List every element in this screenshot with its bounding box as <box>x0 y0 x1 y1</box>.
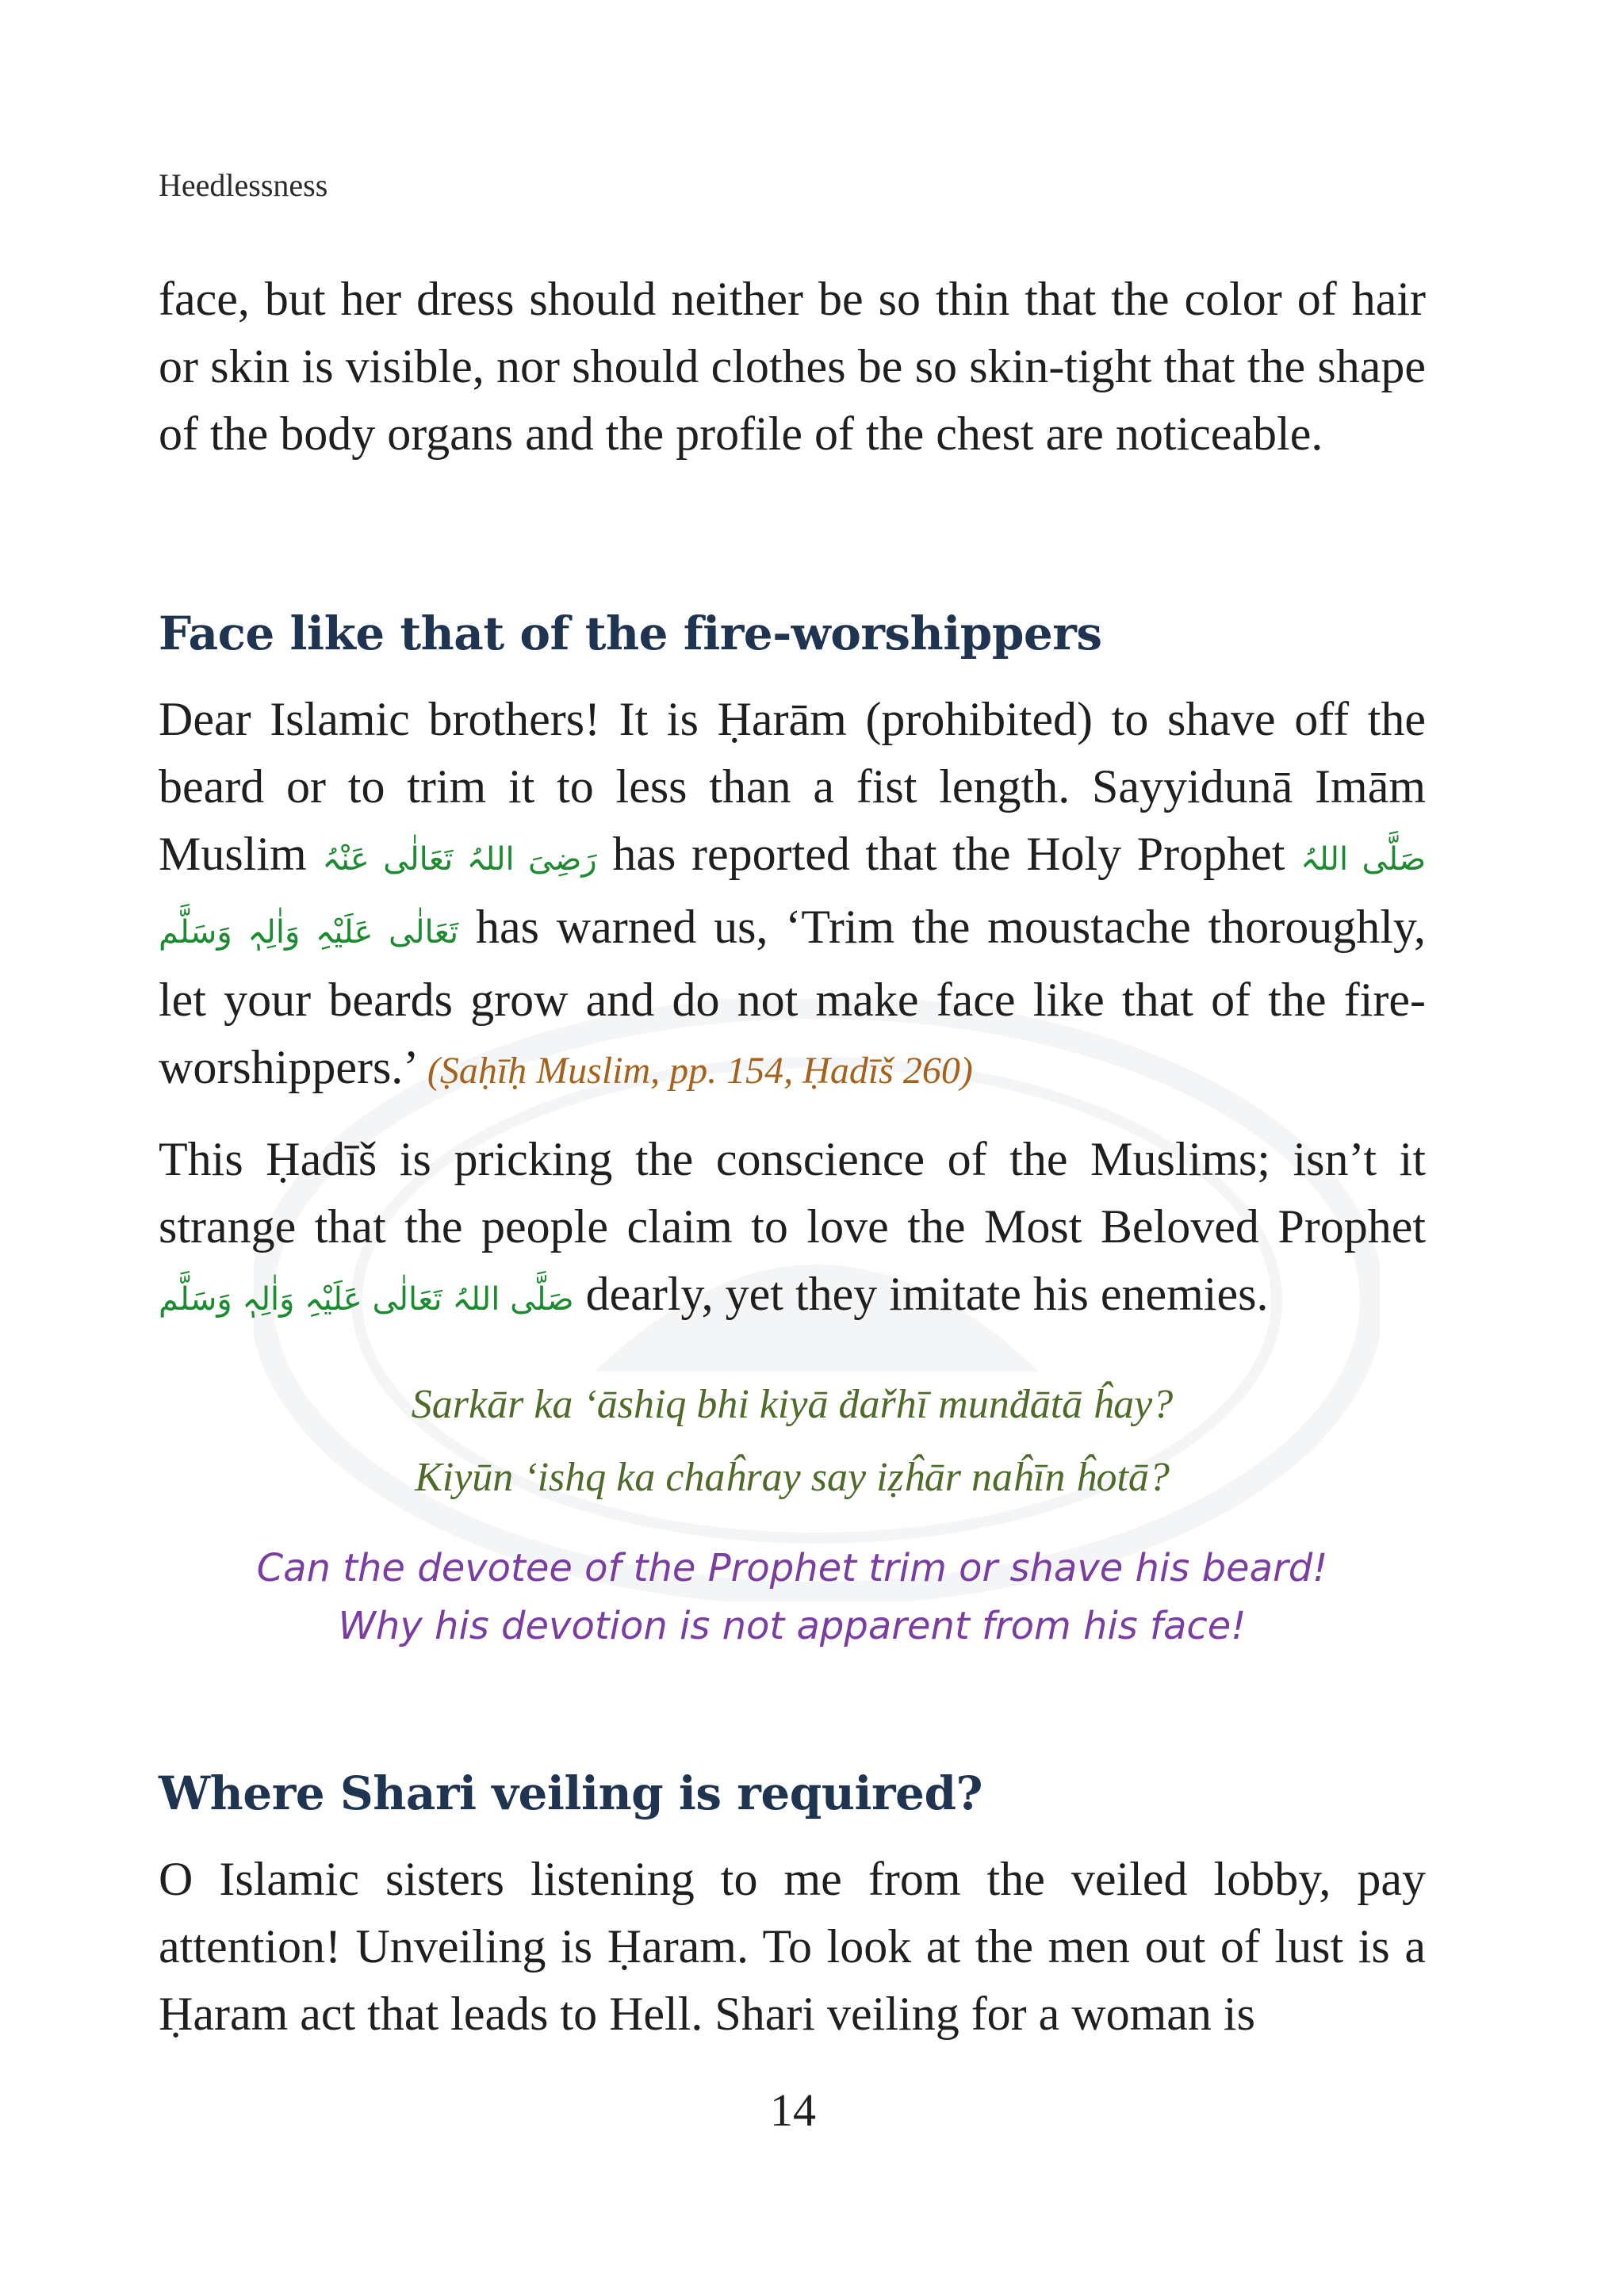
page-number: 14 <box>770 2084 816 2136</box>
intro-paragraph: face, but her dress should neither be so thin that the color of hair or skin is visible, nor should clothes be so skin-tight that the shape of the body organs and the profile of the chest are noticeable. <box>159 273 1426 460</box>
paragraph-hadith <box>159 686 1426 1104</box>
paragraph-text: This Ḥadīš is pricking the conscience of the Muslims; isn’t it strange that the people claim to love the Most Beloved Prophet <box>159 1133 1426 1253</box>
paragraph-text: has reported that the Holy Prophet <box>612 828 1285 880</box>
poetry-translation-1: Can the devotee of the Prophet trim or shave his beard! <box>256 1546 1328 1590</box>
paragraph-conscience <box>159 1126 1426 1334</box>
citation: (Ṣaḥīḥ Muslim, pp. 154, Ḥadīš 260) <box>427 1050 973 1092</box>
running-header: Heedlessness <box>159 167 328 203</box>
poetry-translation-2: Why his devotion is not apparent from his face! <box>338 1604 1247 1648</box>
arabic-invocation-radi: رَضِیَ اللہُ تَعَالٰی عَنْہُ <box>322 841 597 878</box>
paragraph-veiling: O Islamic sisters listening to me from the veiled lobby, pay attention! Unveiling is Ḥaram. To look at the men out of lust is a Ḥaram act that leads to Hell. Shari veiling for a woman is <box>159 1853 1426 2040</box>
section-heading-shari-veiling: Where Shari veiling is required? <box>159 1766 982 1820</box>
paragraph-text: has warned us, ‘Trim the moustache thoroughly, let your beards grow and do not make face like that of the fire-worshippers.’ <box>159 901 1426 1093</box>
paragraph-text: dearly, yet they imitate his enemies. <box>585 1268 1269 1320</box>
poetry-line-2: Kiyūn ‘ishq ka chaĥray say iẓĥār naĥīn ĥotā? <box>415 1455 1170 1500</box>
arabic-invocation-salawat: صَلَّی اللہُ تَعَالٰی عَلَیْہِ وَاٰلِہٖ وَسَلَّم <box>159 841 1427 951</box>
paragraph-text: Dear Islamic brothers! It is Ḥarām (prohibited) to shave off the beard or to trim it to less than a fist length. Sayyidunā Imām Muslim <box>159 693 1426 880</box>
poetry-line-1: Sarkār ka ‘āshiq bhi kiyā ḋařhī munḋātā ĥay? <box>411 1382 1174 1427</box>
arabic-invocation-salawat: صَلَّی اللہُ تَعَالٰی عَلَیْہِ وَاٰلِہٖ وَسَلَّم <box>159 1281 574 1318</box>
section-heading-fire-worshippers: Face like that of the fire-worshippers <box>159 607 1102 660</box>
